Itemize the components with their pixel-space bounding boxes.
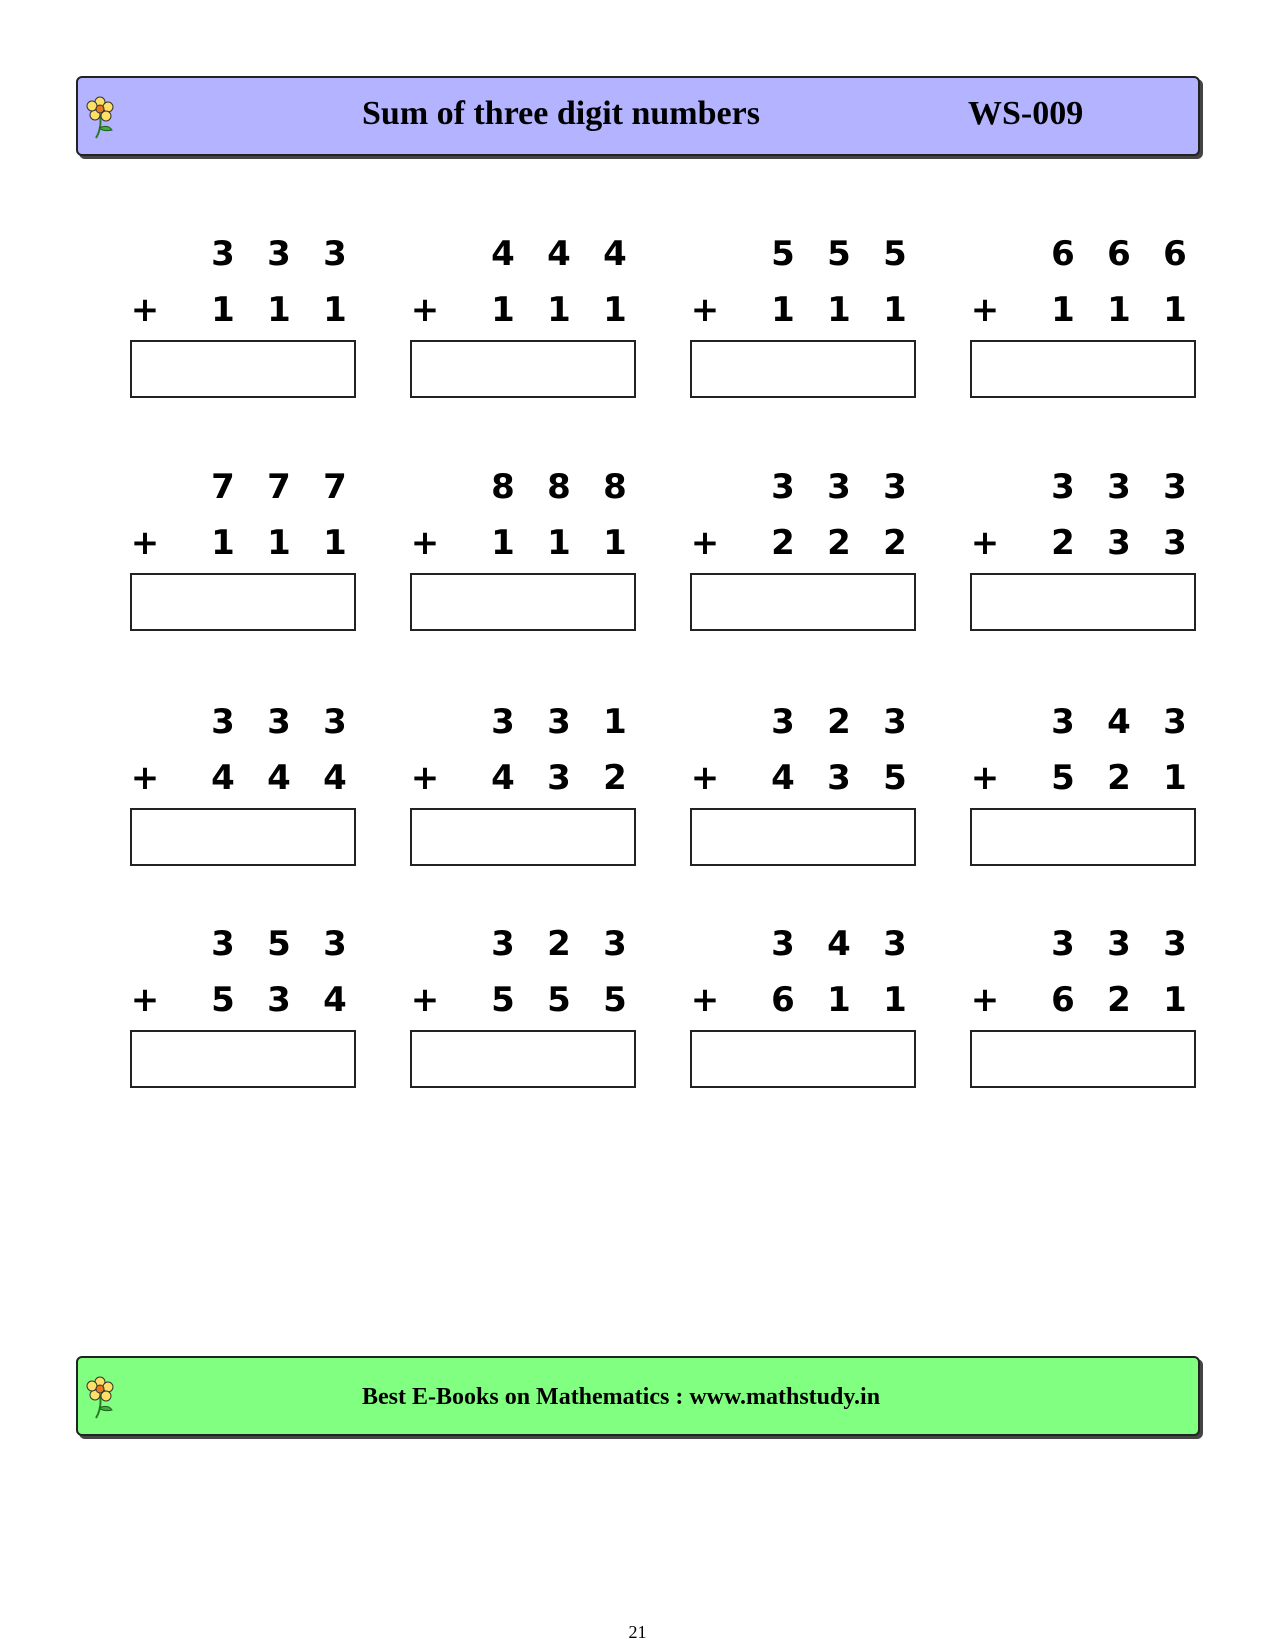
- digit: 3: [883, 467, 907, 507]
- answer-box[interactable]: [690, 808, 916, 866]
- digit: 2: [547, 924, 571, 964]
- answer-box[interactable]: [970, 808, 1196, 866]
- digit: 2: [827, 523, 851, 563]
- addition-problem: [130, 465, 370, 635]
- digit: 3: [827, 467, 851, 507]
- addend-top: [970, 922, 1210, 966]
- digit: 1: [603, 702, 627, 742]
- addition-problem: [690, 465, 930, 635]
- addition-problem: [690, 700, 930, 870]
- answer-box[interactable]: [410, 808, 636, 866]
- digit: 7: [323, 467, 347, 507]
- digit: 5: [491, 980, 515, 1020]
- addend-top: [690, 700, 930, 744]
- answer-box[interactable]: [410, 1030, 636, 1088]
- addend-bottom: [410, 978, 650, 1022]
- digit: 3: [547, 758, 571, 798]
- digit: 6: [1051, 234, 1075, 274]
- addend-bottom: [410, 756, 650, 800]
- digit: 1: [1107, 290, 1131, 330]
- digit: 2: [1107, 758, 1131, 798]
- digit: 3: [883, 924, 907, 964]
- digit: 3: [491, 702, 515, 742]
- digit: 3: [827, 758, 851, 798]
- plus-sign: +: [130, 980, 160, 1020]
- digit: 6: [771, 980, 795, 1020]
- addend-bottom: [690, 978, 930, 1022]
- answer-box[interactable]: [690, 1030, 916, 1088]
- digit: 5: [771, 234, 795, 274]
- digit: 3: [267, 980, 291, 1020]
- addend-bottom: [410, 288, 650, 332]
- digit: 3: [771, 702, 795, 742]
- digit: 4: [1107, 702, 1131, 742]
- answer-box[interactable]: [690, 573, 916, 631]
- digit: 3: [547, 702, 571, 742]
- digit: 2: [603, 758, 627, 798]
- addend-bottom: [970, 288, 1210, 332]
- plus-sign: +: [130, 523, 160, 563]
- digit: 1: [323, 523, 347, 563]
- digit: 3: [211, 234, 235, 274]
- addend-bottom: [410, 521, 650, 565]
- addend-top: [130, 465, 370, 509]
- addend-top: [130, 700, 370, 744]
- addend-bottom: [970, 756, 1210, 800]
- digit: 1: [1163, 980, 1187, 1020]
- digit: 4: [323, 980, 347, 1020]
- addend-bottom: [130, 521, 370, 565]
- answer-box[interactable]: [130, 573, 356, 631]
- digit: 2: [827, 702, 851, 742]
- digit: 3: [491, 924, 515, 964]
- digit: 4: [491, 234, 515, 274]
- digit: 6: [1107, 234, 1131, 274]
- digit: 4: [491, 758, 515, 798]
- plus-sign: +: [690, 980, 720, 1020]
- header-banner: [76, 76, 1200, 156]
- digit: 3: [323, 924, 347, 964]
- digit: 1: [1163, 290, 1187, 330]
- answer-box[interactable]: [410, 573, 636, 631]
- digit: 1: [1163, 758, 1187, 798]
- addition-problem: [410, 700, 650, 870]
- digit: 7: [267, 467, 291, 507]
- digit: 1: [1051, 290, 1075, 330]
- digit: 3: [1107, 523, 1131, 563]
- flower-icon: [82, 1374, 120, 1420]
- worksheet-code: WS-009: [968, 95, 1084, 132]
- plus-sign: +: [690, 290, 720, 330]
- addition-problem: [410, 922, 650, 1092]
- digit: 3: [1051, 924, 1075, 964]
- addition-problem: [130, 232, 370, 402]
- plus-sign: +: [410, 980, 440, 1020]
- plus-sign: +: [410, 758, 440, 798]
- answer-box[interactable]: [690, 340, 916, 398]
- digit: 2: [1107, 980, 1131, 1020]
- digit: 4: [267, 758, 291, 798]
- addend-top: [690, 922, 930, 966]
- addend-top: [130, 922, 370, 966]
- digit: 2: [1051, 523, 1075, 563]
- plus-sign: +: [970, 523, 1000, 563]
- digit: 5: [883, 758, 907, 798]
- addition-problem: [970, 922, 1210, 1092]
- digit: 5: [547, 980, 571, 1020]
- digit: 8: [491, 467, 515, 507]
- digit: 5: [827, 234, 851, 274]
- addend-bottom: [130, 978, 370, 1022]
- digit: 4: [323, 758, 347, 798]
- digit: 6: [1163, 234, 1187, 274]
- digit: 1: [603, 523, 627, 563]
- digit: 5: [1051, 758, 1075, 798]
- plus-sign: +: [970, 290, 1000, 330]
- addend-bottom: [690, 756, 930, 800]
- digit: 3: [1163, 924, 1187, 964]
- digit: 4: [827, 924, 851, 964]
- digit: 1: [211, 290, 235, 330]
- addend-bottom: [970, 978, 1210, 1022]
- digit: 5: [211, 980, 235, 1020]
- digit: 3: [267, 234, 291, 274]
- digit: 1: [547, 523, 571, 563]
- digit: 3: [1107, 467, 1131, 507]
- digit: 5: [883, 234, 907, 274]
- plus-sign: +: [130, 290, 160, 330]
- digit: 3: [1051, 702, 1075, 742]
- digit: 2: [883, 523, 907, 563]
- plus-sign: +: [690, 758, 720, 798]
- digit: 1: [883, 980, 907, 1020]
- digit: 3: [603, 924, 627, 964]
- plus-sign: +: [690, 523, 720, 563]
- digit: 5: [267, 924, 291, 964]
- digit: 4: [771, 758, 795, 798]
- digit: 3: [771, 467, 795, 507]
- digit: 3: [883, 702, 907, 742]
- answer-box[interactable]: [410, 340, 636, 398]
- addend-top: [970, 232, 1210, 276]
- answer-box[interactable]: [130, 808, 356, 866]
- addition-problem: [690, 232, 930, 402]
- addition-problem: [970, 465, 1210, 635]
- worksheet-title: Sum of three digit numbers: [362, 95, 760, 132]
- addend-bottom: [690, 521, 930, 565]
- digit: 5: [603, 980, 627, 1020]
- digit: 1: [771, 290, 795, 330]
- plus-sign: +: [410, 290, 440, 330]
- footer-banner: [76, 1356, 1200, 1436]
- addend-top: [130, 232, 370, 276]
- answer-box[interactable]: [970, 340, 1196, 398]
- answer-box[interactable]: [970, 573, 1196, 631]
- addend-top: [410, 465, 650, 509]
- addition-problem: [410, 232, 650, 402]
- addend-top: [690, 232, 930, 276]
- digit: 3: [1107, 924, 1131, 964]
- addition-problem: [130, 922, 370, 1092]
- digit: 1: [491, 523, 515, 563]
- digit: 2: [771, 523, 795, 563]
- digit: 3: [211, 702, 235, 742]
- digit: 1: [267, 523, 291, 563]
- digit: 1: [211, 523, 235, 563]
- digit: 1: [547, 290, 571, 330]
- digit: 3: [1163, 523, 1187, 563]
- digit: 3: [267, 702, 291, 742]
- plus-sign: +: [970, 980, 1000, 1020]
- digit: 1: [827, 980, 851, 1020]
- digit: 3: [323, 234, 347, 274]
- addend-bottom: [130, 288, 370, 332]
- digit: 8: [547, 467, 571, 507]
- flower-icon: [82, 94, 120, 140]
- digit: 3: [1163, 467, 1187, 507]
- addition-problem: [970, 232, 1210, 402]
- addition-problem: [970, 700, 1210, 870]
- addition-problem: [690, 922, 930, 1092]
- footer-text: Best E-Books on Mathematics : www.mathstudy.in: [362, 1384, 881, 1410]
- digit: 1: [491, 290, 515, 330]
- digit: 6: [1051, 980, 1075, 1020]
- digit: 4: [547, 234, 571, 274]
- addend-top: [690, 465, 930, 509]
- addend-top: [410, 232, 650, 276]
- plus-sign: +: [130, 758, 160, 798]
- plus-sign: +: [970, 758, 1000, 798]
- digit: 1: [323, 290, 347, 330]
- addend-bottom: [970, 521, 1210, 565]
- page-number: 21: [628, 1622, 647, 1642]
- digit: 1: [267, 290, 291, 330]
- digit: 1: [883, 290, 907, 330]
- addition-problem: [130, 700, 370, 870]
- digit: 3: [1051, 467, 1075, 507]
- addition-problem: [410, 465, 650, 635]
- digit: 1: [603, 290, 627, 330]
- addend-top: [970, 700, 1210, 744]
- addend-top: [410, 922, 650, 966]
- answer-box[interactable]: [970, 1030, 1196, 1088]
- digit: 3: [1163, 702, 1187, 742]
- plus-sign: +: [410, 523, 440, 563]
- digit: 1: [827, 290, 851, 330]
- addend-bottom: [130, 756, 370, 800]
- digit: 3: [771, 924, 795, 964]
- addend-top: [970, 465, 1210, 509]
- digit: 8: [603, 467, 627, 507]
- addend-bottom: [690, 288, 930, 332]
- digit: 4: [211, 758, 235, 798]
- digit: 3: [323, 702, 347, 742]
- answer-box[interactable]: [130, 340, 356, 398]
- digit: 7: [211, 467, 235, 507]
- answer-box[interactable]: [130, 1030, 356, 1088]
- addend-top: [410, 700, 650, 744]
- digit: 4: [603, 234, 627, 274]
- digit: 3: [211, 924, 235, 964]
